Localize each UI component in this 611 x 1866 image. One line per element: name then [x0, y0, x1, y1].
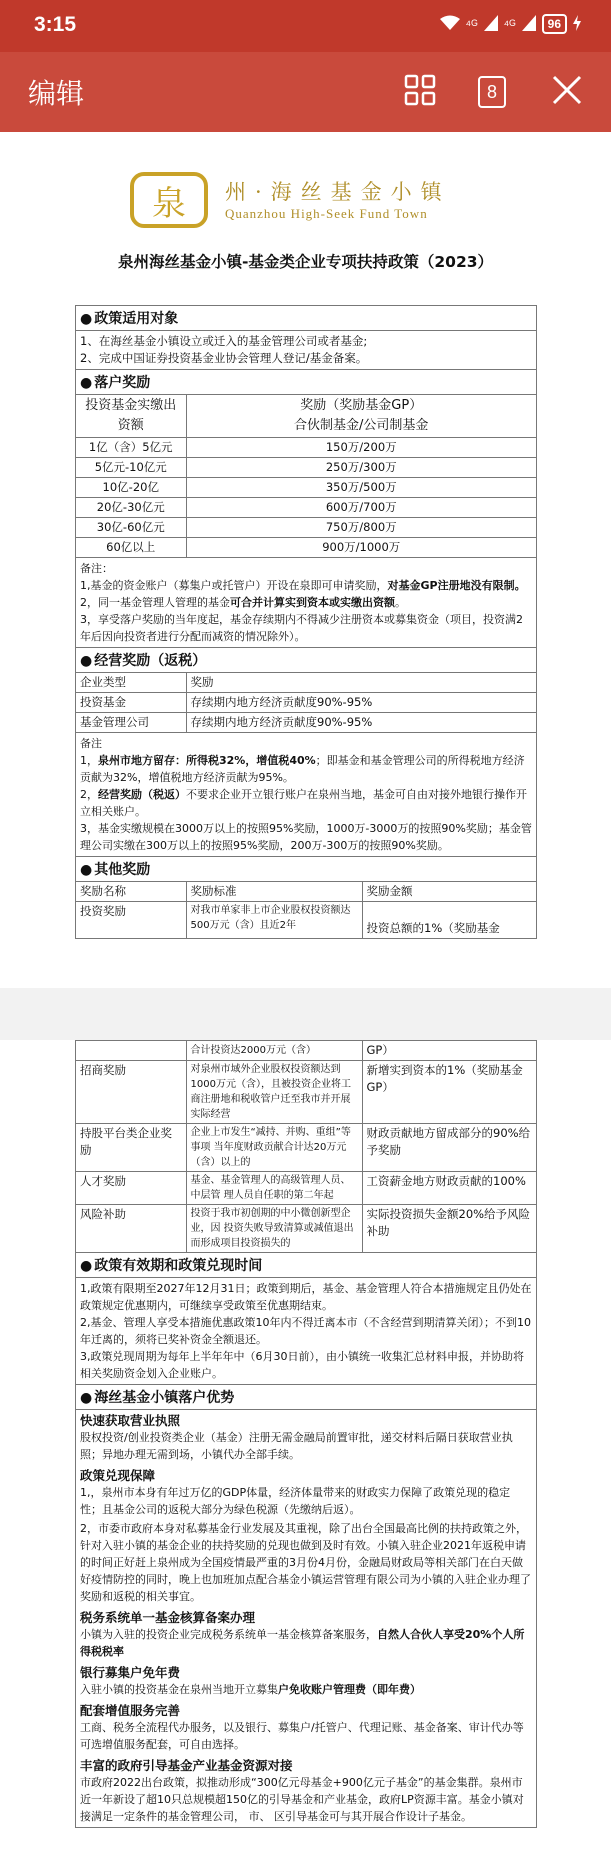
- wifi-icon: [440, 15, 460, 34]
- table-row: 奖励名称 奖励标准 奖励金额: [76, 882, 536, 902]
- table-row: 投资基金 存续期内地方经济贡献度90%-95%: [76, 693, 536, 713]
- table-header: 投资基金实缴出资额: [76, 395, 186, 438]
- table-row: [76, 395, 536, 438]
- table-row: 30亿-60亿元 750万/800万: [76, 518, 536, 538]
- fund-town-logo: [130, 172, 480, 232]
- page-count-button[interactable]: [470, 70, 514, 114]
- table-header: 奖励（奖励基金GP） 合伙制基金/公司制基金: [186, 395, 536, 438]
- table-row: 10亿-20亿 350万/500万: [76, 478, 536, 498]
- table-row: 合计投资达2000万元（含） GP）: [76, 1041, 536, 1061]
- advantage-text: 1,，泉州市本身有年过万亿的GDP体量，经济体量带来的财政实力保障了政策兑现的稳定性；且基金公司的返税大部分为绿色税源（先缴纳后返）。: [80, 1486, 511, 1516]
- table-row: 5亿元-10亿元 250万/300万: [76, 458, 536, 478]
- advantage-text: 工商、税务全流程代办服务，以及银行、募集户/托管户、代理记账、基金备案、审计代办等可选增值服务配套，可自由选择。: [80, 1721, 524, 1751]
- table-row: 投资奖励 对我市单家非上市企业股权投资额达500万元（含）且近2年 投资总额的1%（奖励基金: [76, 902, 536, 938]
- table-row: 风险补助 投资于我市初创期的中小微创新型企业，因 投资失败导致清算或减值退出而形成项目投资损失的 实际投资损失金额20%给予风险补助: [76, 1205, 536, 1253]
- battery-icon: 96: [542, 14, 567, 34]
- status-icons: [440, 14, 581, 34]
- advantage-text: 2，市委市政府本身对私募基金行业发展及其重视，除了出台全国最高比例的扶持政策之外，针对入驻小镇的基金企业的扶持奖励的兑现也做到及时有效。小镇入驻企业2021年返税申请的时间正好赶上泉州成为全国疫情最严重的3月份4月份，金融局财政局等相关部门在白天做好疫情防控的同时，晚上也加班加点配合基金小镇运营管理有限公司为小镇的入驻企业办理了奖励和返税的相关事宜。: [80, 1522, 531, 1603]
- advantages-block: [76, 1409, 536, 1827]
- grid-icon: [404, 74, 436, 110]
- settle-reward-table: [76, 394, 536, 557]
- table-row: 企业类型 奖励: [76, 673, 536, 693]
- validity-item: 2,基金、管理人享受本措施优惠政策10年内不得迁离本市（不含经营到期清算关闭）；不到10年迁离的，须将已奖补资金全额退还。: [80, 1316, 531, 1346]
- table-row: 持股平台类企业奖励 企业上市发生“减持、并购、重组”等事项 当年度财政贡献合计达20万元（含）以上的 财政贡献地方留成部分的90%给予奖励: [76, 1124, 536, 1172]
- logo-mark: 泉: [130, 172, 208, 228]
- close-icon: [552, 75, 582, 109]
- advantage-heading: 银行募集户免年费: [80, 1665, 181, 1680]
- section-heading-other: ● 其他奖励: [76, 856, 536, 881]
- signal-label-2: ⁴ᴳ: [503, 16, 516, 32]
- other-reward-table-continued: [76, 1041, 536, 1252]
- advantage-heading: 快速获取营业执照: [80, 1413, 181, 1428]
- advantage-text: 入驻小镇的投资基金在泉州当地开立募集户免收账户管理费（即年费）: [80, 1683, 421, 1696]
- document-view[interactable]: [0, 132, 611, 1866]
- table-row: 人才奖励 基金、基金管理人的高级管理人员、 中层管 理人员自任职的第二年起 工资薪金地方财政贡献的100%: [76, 1172, 536, 1205]
- validity-item: 3,政策兑现周期为每年上半年年中（6月30日前），由小镇统一收集汇总材料申报，并协助将相关奖励资金划入企业账户。: [80, 1350, 524, 1380]
- grid-button[interactable]: [398, 70, 442, 114]
- page-icon: 8: [478, 76, 506, 108]
- app-bar: [0, 52, 611, 132]
- table-row: 基金管理公司 存续期内地方经济贡献度90%-95%: [76, 713, 536, 733]
- signal-icon: [484, 15, 498, 34]
- close-button[interactable]: [545, 70, 589, 114]
- status-bar: [0, 0, 611, 52]
- advantage-heading: 配套增值服务完善: [80, 1703, 181, 1718]
- operate-notes: 备注 1，泉州市地方留存：所得税32%，增值税40%；即基金和基金管理公司的所得税地方经济贡献为32%，增值税地方经济贡献为95%。 2，经营奖励（税返）不要求企业开立银行账户在泉州当地，基金可自由对接外地银行操作开立相关账户。 3，基金实缴规模在3000万以上的按照95%奖励，1000万-3000万的按照90%奖励；基金管理公司实缴在300万以上的按照95%奖励，200万-300万的按照90%奖励。: [76, 732, 536, 856]
- page-break: [0, 988, 611, 1040]
- section-heading-scope: ● 政策适用对象: [76, 306, 536, 330]
- logo-name-en: Quanzhou High-Seek Fund Town: [225, 206, 428, 221]
- advantage-text: 市政府2022出台政策，拟推动形成“300亿元母基金+900亿元子基金”的基金集群。泉州市近一年新设了超10只总规模超150亿的引导基金和产业基金，政府LP资源丰富。基金小镇对接满足一定条件的基金管理公司， 市、 区引导基金可与其开展合作设计子基金。: [80, 1776, 524, 1823]
- operate-reward-table: [76, 672, 536, 732]
- validity-item: 1,政策有限期至2027年12月31日；政策到期后，基金、基金管理人符合本措施规定且仍处在政策规定优惠期内，可继续享受政策至优惠期结束。: [80, 1282, 532, 1312]
- section-heading-validity: ● 政策有效期和政策兑现时间: [76, 1252, 536, 1277]
- scope-item: 1、在海丝基金小镇设立或迁入的基金管理公司或者基金;: [80, 334, 368, 348]
- charging-icon: [573, 15, 581, 34]
- edit-title[interactable]: 编辑: [28, 77, 85, 110]
- advantage-heading: 政策兑现保障: [80, 1468, 156, 1483]
- table-row: 1亿（含）5亿元 150万/200万: [76, 438, 536, 458]
- logo-name-cn: 州·海丝基金小镇: [225, 180, 451, 204]
- scope-item: 2、完成中国证券投资基金业协会管理人登记/基金备案。: [80, 351, 368, 365]
- policy-sheet-page-2: [75, 1040, 537, 1828]
- status-time: 3:15: [34, 13, 77, 36]
- advantage-heading: 丰富的政府引导基金产业基金资源对接: [80, 1758, 293, 1773]
- table-row: 60亿以上 900万/1000万: [76, 538, 536, 558]
- advantage-text: 小镇为入驻的投资企业完成税务系统单一基金核算备案服务，自然人合伙人享受20%个人所得税税率: [80, 1628, 525, 1658]
- scope-list: [76, 330, 536, 369]
- policy-sheet-page-1: [75, 305, 537, 939]
- section-heading-operate: ● 经营奖励（返税）: [76, 647, 536, 672]
- section-heading-settle: ● 落户奖励: [76, 369, 536, 394]
- signal-icon-2: [522, 15, 536, 34]
- settle-notes: 备注： 1,基金的资金账户（募集户或托管户）开设在泉即可申请奖励，对基金GP注册地没有限制。 2，同一基金管理人管理的基金可合并计算实到资本或实缴出资额。 3，享受落户奖励的当年度起，基金存续期内不得减少注册资本或募集资金（项目，投资满2年后因向投资者进行分配而减资的情况除外）。: [76, 557, 536, 647]
- section-heading-advantages: ● 海丝基金小镇落户优势: [76, 1384, 536, 1409]
- document-title: 泉州海丝基金小镇-基金类企业专项扶持政策（2023）: [117, 253, 494, 271]
- advantage-text: 股权投资/创业投资类企业（基金）注册无需金融局前置审批，递交材料后隔日获取营业执照；异地办理无需到场，小镇代办全部手续。: [80, 1431, 513, 1461]
- signal-label: ⁴ᴳ: [465, 16, 478, 32]
- advantage-heading: 税务系统单一基金核算备案办理: [80, 1610, 256, 1625]
- other-reward-table: [76, 881, 536, 938]
- table-row: 20亿-30亿元 600万/700万: [76, 498, 536, 518]
- table-row: 招商奖励 对泉州市域外企业股权投资额达到1000万元（含），且被投资企业将工商注册地和税收管户迁至我市并开展实际经营 新增实到资本的1%（奖励基金GP）: [76, 1061, 536, 1124]
- validity-list: [76, 1277, 536, 1384]
